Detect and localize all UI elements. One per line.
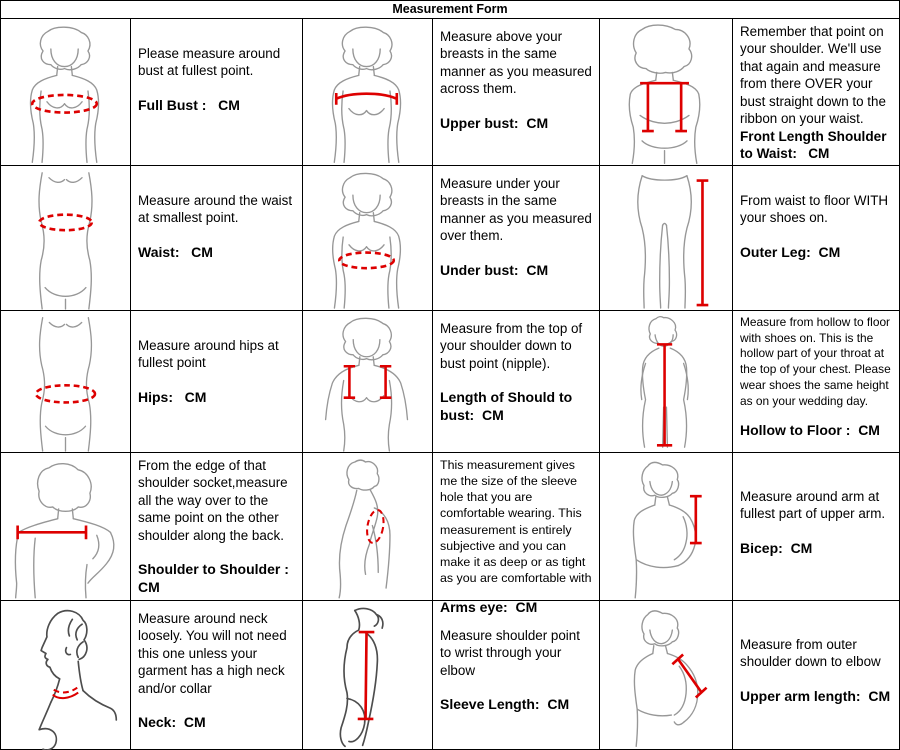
neck-figure — [1, 601, 131, 749]
shoulder-to-shoulder-description: From the edge of that shoulder socket,measure all the way over to the same point on the other shoulder along the back. — [138, 458, 292, 543]
upper-arm-length-figure — [600, 601, 733, 749]
hollow-to-floor-figure — [600, 311, 733, 453]
hips-figure — [1, 311, 131, 453]
cell-outer-leg — [733, 166, 899, 311]
upper-bust-figure — [303, 19, 433, 166]
sleeve-length-description: Measure shoulder point to wrist through your elbow — [440, 628, 584, 678]
upper-arm-length-sketch — [601, 602, 731, 748]
cell-sleeve-length — [433, 601, 600, 749]
upper-bust-description: Measure above your breasts in the same manner as you measured across them. — [440, 29, 596, 97]
sleeve-length-sketch — [304, 602, 431, 748]
front-length-description: Remember that point on your shoulder. We'll use that again and measure from there OVER your bust straight down to the ribbon on your waist. — [740, 24, 890, 127]
front-length-sketch — [601, 20, 731, 164]
cell-front-length — [733, 19, 899, 166]
cell-waist — [131, 166, 303, 311]
neck-label: Neck: CM — [138, 714, 206, 731]
bicep-label: Bicep: CM — [740, 539, 813, 556]
hollow-to-floor-description: Measure from hollow to floor with shoes on. This is the hollow part of your throat at the top of your chest. Please wear shoes the same height as on your wedding day. — [740, 315, 895, 408]
waist-sketch — [2, 167, 129, 309]
cell-bicep — [733, 453, 899, 601]
sleeve-length-figure — [303, 601, 433, 749]
cell-hips — [131, 311, 303, 453]
hips-description: Measure around hips at fullest point — [138, 338, 283, 371]
full-bust-description: Please measure around bust at fullest point. — [138, 46, 284, 79]
cell-hollow-to-floor — [733, 311, 899, 453]
arms-eye-description: This measurement gives me the size of the sleeve hole that you are comfortable wearing. This measurement is entirely subjective and you can make it as deep or as tight as you are comfortable with — [440, 458, 592, 585]
under-bust-sketch — [304, 167, 431, 309]
under-bust-figure — [303, 166, 433, 311]
arms-eye-sketch — [304, 454, 431, 599]
neck-sketch — [2, 602, 129, 748]
cell-neck — [131, 601, 303, 749]
cell-upper-arm-length — [733, 601, 899, 749]
upper-arm-length-label: Upper arm length: CM — [740, 687, 891, 704]
waist-label: Waist: CM — [138, 243, 213, 260]
waist-description: Measure around the waist at smallest point. — [138, 193, 296, 226]
outer-leg-sketch — [601, 167, 731, 309]
full-bust-sketch — [2, 20, 129, 164]
under-bust-description: Measure under your breasts in the same manner as you measured over them. — [440, 176, 596, 244]
shoulder-to-shoulder-figure — [1, 453, 131, 601]
neck-description: Measure around neck loosely. You will not need this one unless your garment has a high neck and/or collar — [138, 611, 291, 696]
full-bust-label: Full Bust : CM — [138, 96, 240, 113]
bicep-figure — [600, 453, 733, 601]
upper-arm-length-description: Measure from outer shoulder down to elbow — [740, 637, 881, 670]
outer-leg-description: From waist to floor WITH your shoes on. — [740, 193, 892, 226]
cell-full-bust — [131, 19, 303, 166]
sleeve-length-label: Sleeve Length: CM — [440, 696, 570, 713]
shoulder-to-shoulder-sketch — [2, 454, 129, 599]
hollow-to-floor-label: Hollow to Floor : CM — [740, 422, 880, 439]
bicep-sketch — [601, 454, 731, 599]
cell-shoulder-to-bust — [433, 311, 600, 453]
waist-figure — [1, 166, 131, 311]
cell-shoulder-to-shoulder — [131, 453, 303, 601]
arms-eye-figure — [303, 453, 433, 601]
hips-label: Hips: CM — [138, 388, 207, 405]
shoulder-to-bust-sketch — [304, 312, 431, 451]
outer-leg-figure — [600, 166, 733, 311]
outer-leg-label: Outer Leg: CM — [740, 243, 841, 260]
full-bust-figure — [1, 19, 131, 166]
front-length-shoulder-to-waist-figure — [600, 19, 733, 166]
under-bust-label: Under bust: CM — [440, 261, 549, 278]
upper-bust-label: Upper bust: CM — [440, 114, 549, 131]
cell-upper-bust — [433, 19, 600, 166]
cell-arms-eye — [433, 453, 600, 615]
bicep-description: Measure around arm at fullest part of upper arm. — [740, 489, 886, 522]
hollow-to-floor-sketch — [601, 312, 731, 451]
front-length-label: Front Length Shoulder to Waist: CM — [740, 128, 891, 161]
shoulder-to-bust-label: Length of Should to bust: CM — [440, 389, 577, 423]
shoulder-to-shoulder-label: Shoulder to Shoulder : CM — [138, 561, 293, 595]
upper-bust-sketch — [304, 20, 431, 164]
arms-eye-label: Arms eye: CM — [440, 599, 538, 615]
shoulder-to-bust-figure — [303, 311, 433, 453]
page-title: Measurement Form — [1, 1, 899, 19]
cell-under-bust — [433, 166, 600, 311]
hips-sketch — [2, 312, 129, 451]
shoulder-to-bust-description: Measure from the top of your shoulder down to bust point (nipple). — [440, 321, 586, 371]
